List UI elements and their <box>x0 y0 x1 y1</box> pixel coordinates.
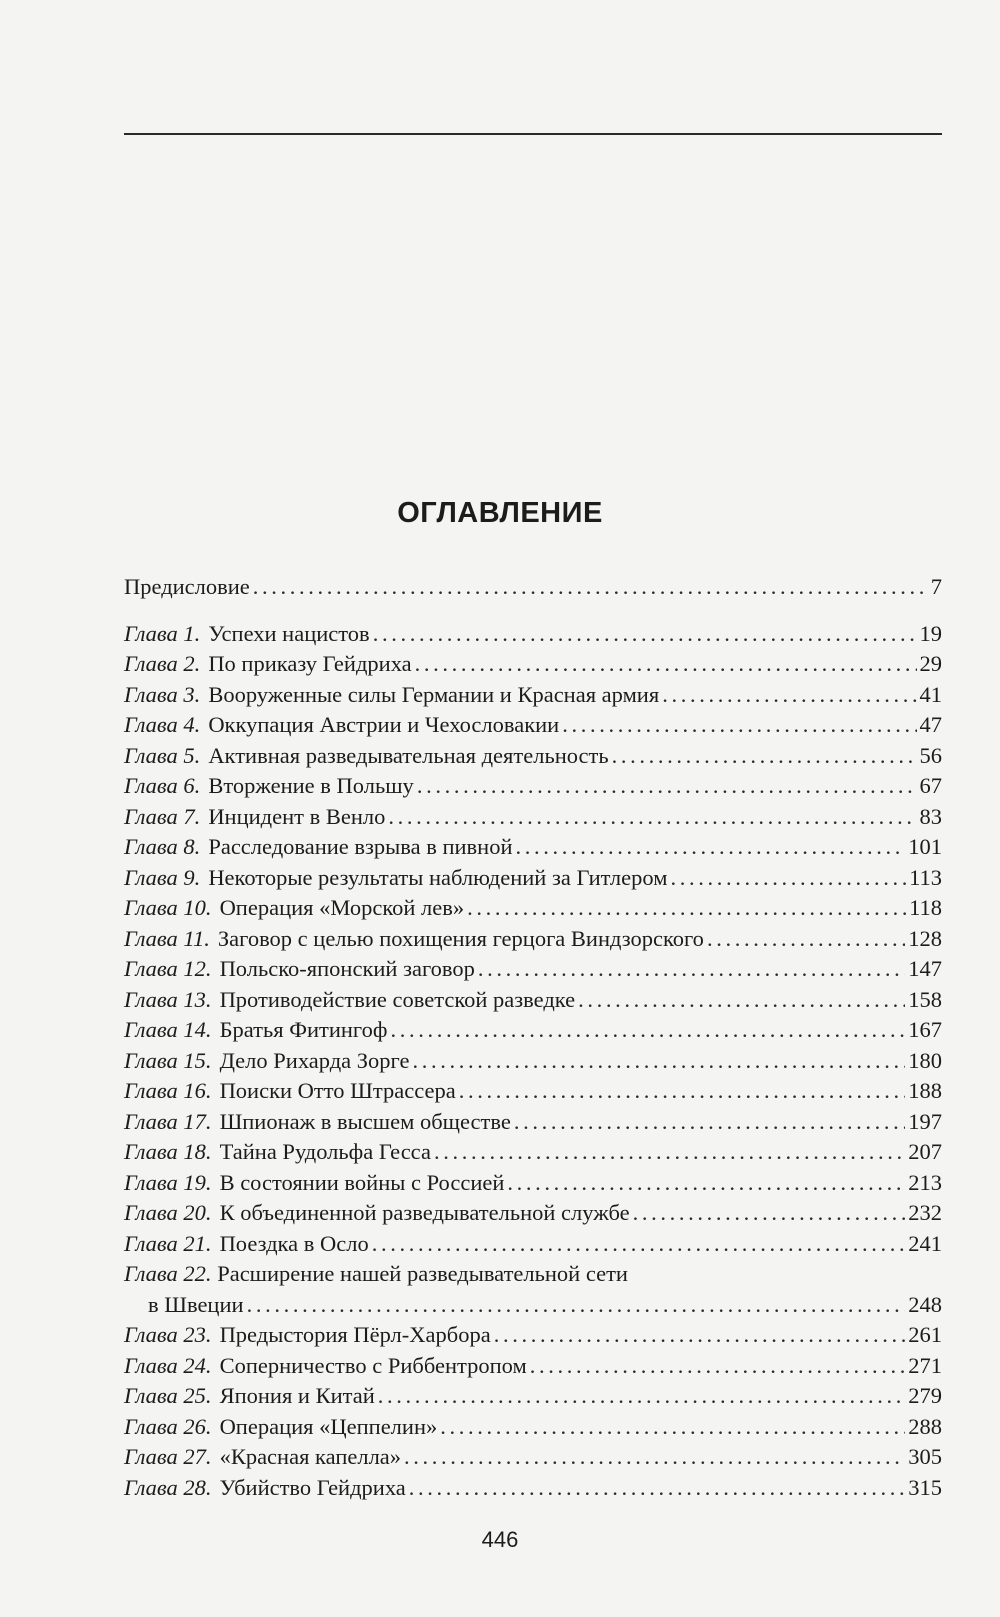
chapter-label: Глава 1. <box>124 620 201 646</box>
chapter-label: Глава 19. <box>124 1169 212 1195</box>
toc-entry-title: Убийство Гейдриха <box>219 1474 406 1500</box>
dot-leader <box>253 572 928 603</box>
toc-entry <box>124 985 942 1016</box>
toc-entry-title: К объединенной разведывательной службе <box>219 1200 630 1225</box>
toc-entry-title: Инцидент в Венло <box>208 803 386 829</box>
toc-entry <box>124 649 942 680</box>
chapter-label: Глава 24. <box>124 1352 212 1378</box>
chapter-label: Глава 8. <box>124 834 201 859</box>
chapter-label: Глава 23. <box>124 1322 212 1347</box>
chapter-label: Глава 27. <box>124 1444 212 1469</box>
chapter-label: Глава 18. <box>124 1139 212 1164</box>
toc-entry <box>124 1229 942 1260</box>
dot-leader <box>633 1198 906 1229</box>
toc-entry-page: 167 <box>908 1017 942 1042</box>
toc-entry-title: Операция «Цеппелин» <box>219 1413 438 1439</box>
table-of-contents <box>124 572 942 1503</box>
toc-entry-title-cont: в Швеции <box>148 1291 244 1317</box>
toc-entry-continuation <box>124 1290 942 1321</box>
dot-leader <box>417 771 917 802</box>
dot-leader <box>459 1076 906 1107</box>
toc-entry <box>124 1168 942 1199</box>
dot-leader <box>514 1107 905 1138</box>
page-number: 446 <box>481 1527 519 1552</box>
chapter-label: Глава 2. <box>124 651 201 676</box>
chapter-label: Глава 11. <box>124 925 210 951</box>
chapter-label: Глава 15. <box>124 1047 212 1073</box>
dot-leader <box>390 1015 905 1046</box>
dot-leader <box>562 710 916 741</box>
toc-entry-page: 241 <box>908 1230 942 1256</box>
dot-leader <box>707 924 905 955</box>
toc-entry-page: 261 <box>908 1322 942 1347</box>
toc-entry-title: Предисловие <box>124 574 250 599</box>
toc-entry-page: 279 <box>908 1383 942 1408</box>
toc-entry <box>124 1442 942 1473</box>
toc-entry <box>124 771 942 802</box>
dot-leader <box>478 954 905 985</box>
toc-entry-title: Япония и Китай <box>219 1383 375 1408</box>
dot-leader <box>372 1229 906 1260</box>
toc-entry-title: Польско-японский заговор <box>219 956 475 981</box>
chapter-label: Глава 10. <box>124 895 212 920</box>
chapter-label: Глава 16. <box>124 1078 212 1103</box>
toc-entry <box>124 863 942 894</box>
toc-entry-page: 113 <box>909 864 942 890</box>
toc-entry <box>124 1473 942 1504</box>
toc-entry-title: Дело Рихарда Зорге <box>219 1047 410 1073</box>
toc-entry-page: 315 <box>908 1474 942 1500</box>
toc-entry-title: Предыстория Пёрл-Харбора <box>219 1322 491 1347</box>
toc-entry-title: «Красная капелла» <box>219 1444 402 1469</box>
toc-entry-page: 188 <box>908 1078 942 1103</box>
toc-entry <box>124 1351 942 1382</box>
dot-leader <box>612 741 917 772</box>
toc-entry-page: 232 <box>908 1200 942 1225</box>
toc-entry-title: Активная разведывательная деятельность <box>208 742 609 768</box>
chapter-label: Глава 6. <box>124 773 201 798</box>
toc-entry-title: Тайна Рудольфа Гесса <box>219 1139 431 1164</box>
toc-entry <box>124 619 942 650</box>
page-title: ОГЛАВЛЕНИЕ <box>397 497 603 529</box>
toc-entry-page: 180 <box>908 1047 942 1073</box>
toc-entry-page: 7 <box>930 574 942 599</box>
toc-entry-page: 197 <box>908 1108 942 1134</box>
toc-entry-page: 128 <box>908 925 942 951</box>
chapter-label: Глава 28. <box>124 1474 212 1500</box>
toc-entry <box>124 802 942 833</box>
chapter-label: Глава 3. <box>124 681 201 707</box>
toc-entry-title: Поездка в Осло <box>219 1230 369 1256</box>
toc-entry-title: Расследование взрыва в пивной <box>208 834 513 859</box>
toc-entry-page: 147 <box>908 956 942 981</box>
dot-leader <box>507 1168 905 1199</box>
toc-entry-page: 67 <box>919 773 942 798</box>
dot-leader <box>494 1320 906 1351</box>
toc-entry-page: 41 <box>919 681 942 707</box>
toc-entry-page: 29 <box>919 651 942 676</box>
toc-entry-title: Шпионаж в высшем обществе <box>219 1108 511 1134</box>
dot-leader <box>378 1381 905 1412</box>
dot-leader <box>670 863 906 894</box>
dot-leader <box>467 893 906 924</box>
toc-entry-page: 213 <box>908 1169 942 1195</box>
toc-entry <box>124 741 942 772</box>
toc-entry-title: Братья Фитингоф <box>219 1017 388 1042</box>
chapter-label: Глава 12. <box>124 956 212 981</box>
toc-entry-page: 101 <box>908 834 942 859</box>
dot-leader <box>578 985 905 1016</box>
toc-entry <box>124 1046 942 1077</box>
chapter-label: Глава 13. <box>124 986 212 1012</box>
toc-entry <box>124 1412 942 1443</box>
chapter-label: Глава 5. <box>124 742 201 768</box>
toc-entry <box>124 1076 942 1107</box>
toc-entry-title: Расширение нашей разведывательной сети <box>217 1261 628 1286</box>
dot-leader <box>373 619 917 650</box>
toc-entry-title: Оккупация Австрии и Чехословакии <box>208 712 560 737</box>
dot-leader <box>516 832 906 863</box>
toc-entry-title: Соперничество с Риббентропом <box>219 1352 527 1378</box>
toc-entry <box>124 1137 942 1168</box>
chapter-label: Глава 14. <box>124 1017 212 1042</box>
chapter-label: Глава 21. <box>124 1230 212 1256</box>
dot-leader <box>415 649 917 680</box>
toc-entry-title: По приказу Гейдриха <box>208 651 412 676</box>
toc-entry-page: 56 <box>919 742 942 768</box>
dot-leader <box>412 1046 905 1077</box>
toc-entry-title: Вторжение в Польшу <box>208 773 414 798</box>
toc-entry-page: 47 <box>919 712 942 737</box>
dot-leader <box>388 802 916 833</box>
toc-entry-title: Успехи нацистов <box>208 620 370 646</box>
toc-entry-page: 248 <box>908 1291 942 1317</box>
dot-leader <box>434 1137 905 1168</box>
chapter-list <box>124 619 942 1504</box>
dot-leader <box>662 680 916 711</box>
toc-entry-page: 288 <box>908 1413 942 1439</box>
toc-entry-page: 118 <box>909 895 942 920</box>
toc-entry <box>124 1259 942 1290</box>
toc-entry <box>124 1320 942 1351</box>
toc-entry-page: 207 <box>908 1139 942 1164</box>
toc-entry-page: 271 <box>908 1352 942 1378</box>
toc-entry <box>124 832 942 863</box>
dot-leader <box>530 1351 906 1382</box>
toc-entry <box>124 680 942 711</box>
toc-entry <box>124 1381 942 1412</box>
toc-entry-title: Некоторые результаты наблюдений за Гитлером <box>208 864 668 890</box>
toc-entry-page: 305 <box>908 1444 942 1469</box>
toc-entry-title: Заговор с целью похищения герцога Виндзорского <box>217 925 704 951</box>
toc-entry-title: Вооруженные силы Германии и Красная армия <box>208 681 660 707</box>
toc-entry <box>124 710 942 741</box>
chapter-label: Глава 22. <box>124 1261 212 1286</box>
toc-entry-page: 158 <box>908 986 942 1012</box>
toc-entry-page: 83 <box>919 803 942 829</box>
toc-entry-title: Операция «Морской лев» <box>219 895 465 920</box>
toc-entry <box>124 1107 942 1138</box>
dot-leader <box>440 1412 905 1443</box>
dot-leader <box>247 1290 906 1321</box>
dot-leader <box>404 1442 905 1473</box>
toc-entry <box>124 924 942 955</box>
toc-entry-preface <box>124 572 942 603</box>
dot-leader <box>409 1473 905 1504</box>
toc-entry-title: Поиски Отто Штрассера <box>219 1078 456 1103</box>
toc-entry-title: В состоянии войны с Россией <box>219 1169 505 1195</box>
chapter-label: Глава 17. <box>124 1108 212 1134</box>
chapter-label: Глава 4. <box>124 712 201 737</box>
header-rule <box>124 133 942 135</box>
chapter-label: Глава 9. <box>124 864 201 890</box>
toc-entry-page: 19 <box>919 620 942 646</box>
chapter-label: Глава 26. <box>124 1413 212 1439</box>
toc-entry <box>124 954 942 985</box>
toc-entry <box>124 893 942 924</box>
toc-entry-title: Противодействие советской разведке <box>219 986 576 1012</box>
toc-entry <box>124 1198 942 1229</box>
chapter-label: Глава 25. <box>124 1383 212 1408</box>
chapter-label: Глава 7. <box>124 803 201 829</box>
toc-entry <box>124 1015 942 1046</box>
chapter-label: Глава 20. <box>124 1200 212 1225</box>
